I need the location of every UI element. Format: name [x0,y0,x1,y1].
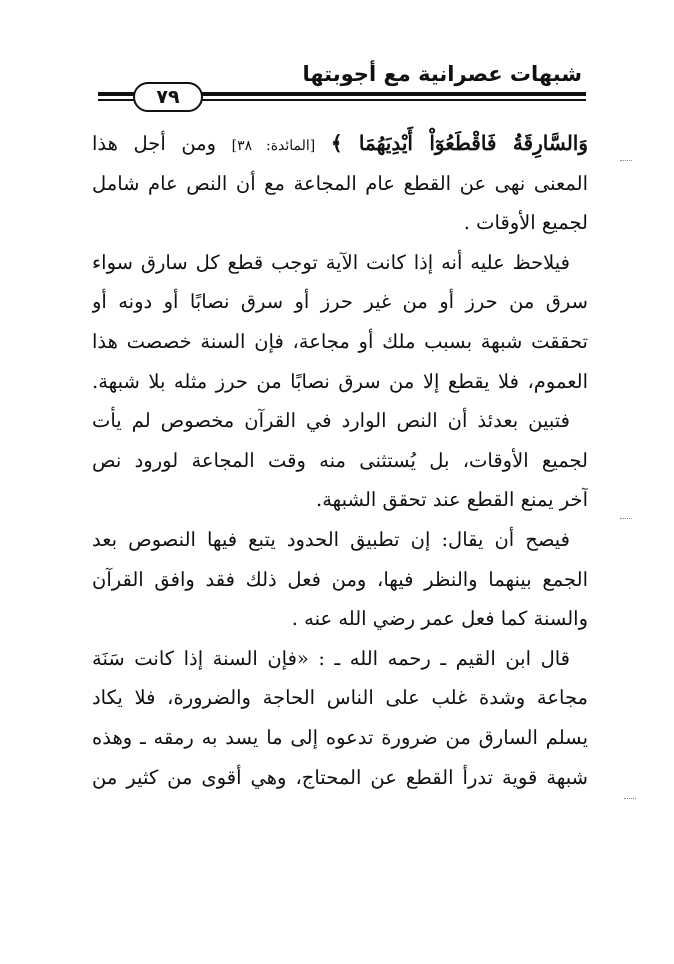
text-line: فتبين بعدئذ أن النص الوارد في القرآن مخصوص لم يأت [92,409,570,433]
page-number: ٧٩ [156,85,180,108]
line-text: ومن أجل هذا [92,132,217,155]
text-line: آخر يمنع القطع عند تحقق الشبهة. [316,488,588,512]
text-line: قال ابن القيم ـ رحمه الله ـ : «فإن السنة إذا كانت سَنَة [92,646,570,670]
text-line: المعنى نهى عن القطع عام المجاعة مع أن النص عام شامل [92,171,588,195]
running-title: شبهات عصرانية مع أجوبتها [302,62,582,86]
scan-margin-mark [620,160,632,163]
text-line: فيصح أن يقال: إن تطبيق الحدود يتبع فيها النصوص بعد [92,527,570,551]
text-line: تحققت شبهة بسبب ملك أو مجاعة، فإن السنة خصصت هذا [92,329,588,353]
text-line: العموم، فلا يقطع إلا من سرق نصابًا من حرز مثله بلا شبهة. [92,369,588,393]
scan-margin-mark [624,798,636,801]
text-line: سرق من حرز أو من غير حرز أو سرق نصابًا أو دونه أو [92,290,588,314]
text-line [92,124,588,164]
page-number-badge [133,82,203,112]
body-text [92,124,588,797]
scan-margin-mark [620,518,632,521]
verse-citation: [المائدة: ٣٨] [231,138,316,154]
quran-verse: وَالسَّارِقَةُ فَاقْطَعُوٓاْ أَيْدِيَهُمَا ﴾ [330,131,588,155]
text-line: مجاعة وشدة غلب على الناس الحاجة والضرورة، فلا يكاد [92,686,588,710]
text-line: شبهة قوية تدرأ القطع عن المحتاج، وهي أقوى من كثير من [92,765,588,789]
text-line: يسلم السارق من ضرورة تدعوه إلى ما يسد به رمقه ـ وهذه [92,725,588,749]
text-line: الجمع بينهما والنظر فيها، ومن فعل ذلك فقد وافق القرآن [92,567,588,591]
text-line: فيلاحظ عليه أنه إذا كانت الآية توجب قطع كل سارق سواء [92,250,570,274]
text-line: لجميع الأوقات، بل يُستثنى منه وقت المجاعة لورود نص [92,448,588,472]
text-line: والسنة كما فعل عمر رضي الله عنه . [291,607,588,631]
text-line: لجميع الأوقات . [463,211,588,235]
